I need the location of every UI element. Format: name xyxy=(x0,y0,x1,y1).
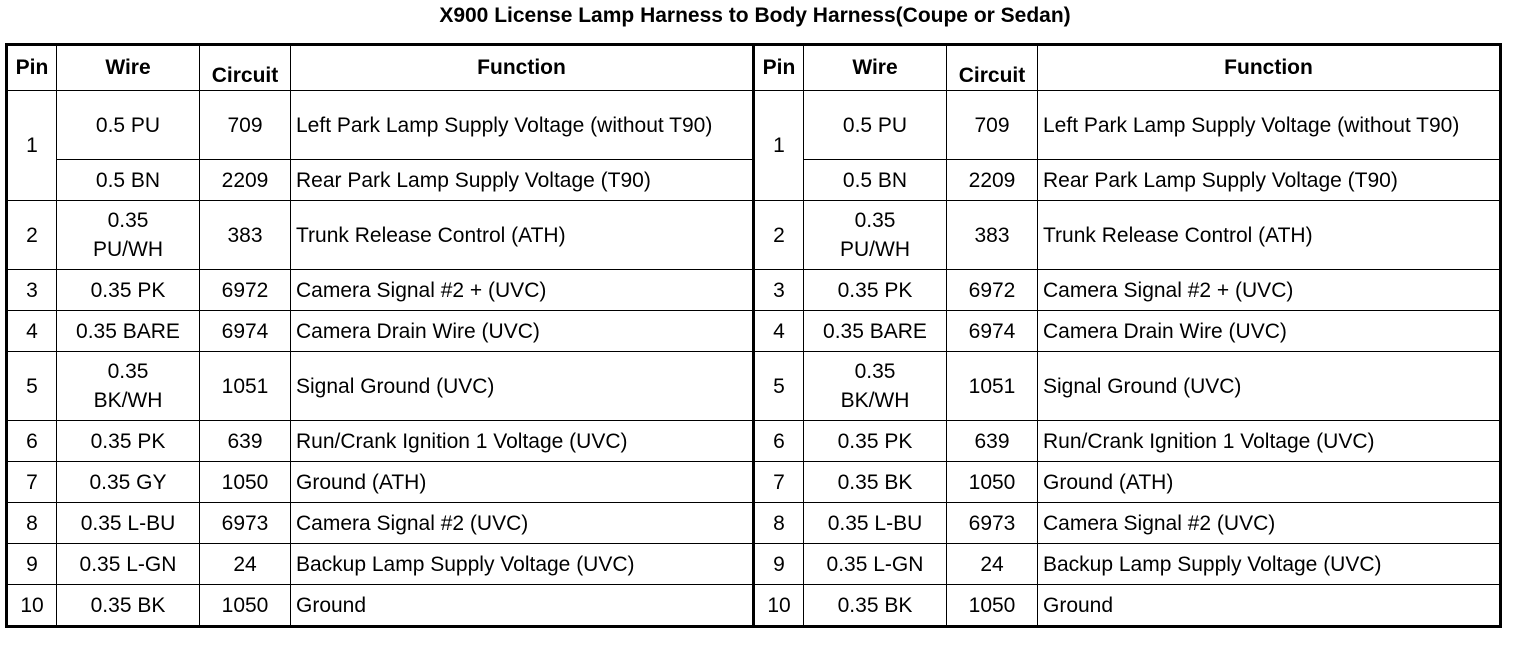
wire-cell: 0.35 PK xyxy=(804,421,947,462)
function-cell: Signal Ground (UVC) xyxy=(291,352,754,421)
table-row xyxy=(7,462,1501,503)
wire-cell: 0.35 BARE xyxy=(804,311,947,352)
header-pin: Pin xyxy=(754,45,804,91)
circuit-cell: 6974 xyxy=(947,311,1038,352)
wire-cell: 0.35 PK xyxy=(57,421,200,462)
pin-cell: 7 xyxy=(754,462,804,503)
wire-cell: 0.35 PK xyxy=(57,270,200,311)
circuit-cell: 6974 xyxy=(200,311,291,352)
circuit-cell: 709 xyxy=(200,91,291,160)
function-cell: Camera Signal #2 + (UVC) xyxy=(1038,270,1501,311)
wire-cell: 0.35 L-GN xyxy=(57,544,200,585)
pin-cell: 7 xyxy=(7,462,57,503)
circuit-cell: 1050 xyxy=(200,462,291,503)
table-row xyxy=(7,201,1501,270)
header-wire: Wire xyxy=(57,45,200,91)
function-cell: Ground xyxy=(291,585,754,627)
pin-cell: 3 xyxy=(7,270,57,311)
header-row xyxy=(7,45,1501,91)
circuit-cell: 639 xyxy=(200,421,291,462)
pin-cell: 3 xyxy=(754,270,804,311)
circuit-cell: 6972 xyxy=(947,270,1038,311)
pin-cell: 8 xyxy=(754,503,804,544)
function-cell: Left Park Lamp Supply Voltage (without T90) xyxy=(291,91,754,160)
pin-cell: 1 xyxy=(7,91,57,201)
wire-cell: 0.5 BN xyxy=(804,160,947,201)
function-cell: Signal Ground (UVC) xyxy=(1038,352,1501,421)
circuit-cell: 2209 xyxy=(947,160,1038,201)
pin-cell: 5 xyxy=(7,352,57,421)
wire-cell: 0.35 GY xyxy=(57,462,200,503)
circuit-cell: 1050 xyxy=(200,585,291,627)
wire-cell: 0.35 PU/WH xyxy=(804,201,947,270)
wire-cell: 0.35 BK xyxy=(804,462,947,503)
wire-cell: 0.35 BARE xyxy=(57,311,200,352)
circuit-cell: 2209 xyxy=(200,160,291,201)
function-cell: Trunk Release Control (ATH) xyxy=(291,201,754,270)
header-wire: Wire xyxy=(804,45,947,91)
header-pin: Pin xyxy=(7,45,57,91)
table-row xyxy=(7,421,1501,462)
pin-cell: 9 xyxy=(754,544,804,585)
pin-cell: 10 xyxy=(754,585,804,627)
pin-cell: 1 xyxy=(754,91,804,201)
wire-cell: 0.35 BK/WH xyxy=(57,352,200,421)
pin-cell: 5 xyxy=(754,352,804,421)
header-function: Function xyxy=(1038,45,1501,91)
wire-cell: 0.35 L-GN xyxy=(804,544,947,585)
circuit-cell: 1051 xyxy=(200,352,291,421)
function-cell: Trunk Release Control (ATH) xyxy=(1038,201,1501,270)
pin-cell: 2 xyxy=(7,201,57,270)
pin-cell: 6 xyxy=(7,421,57,462)
table-row xyxy=(7,352,1501,421)
wire-cell: 0.35 L-BU xyxy=(57,503,200,544)
function-cell: Backup Lamp Supply Voltage (UVC) xyxy=(291,544,754,585)
pin-cell: 4 xyxy=(754,311,804,352)
wire-cell: 0.35 BK xyxy=(804,585,947,627)
function-cell: Camera Drain Wire (UVC) xyxy=(1038,311,1501,352)
function-cell: Camera Signal #2 (UVC) xyxy=(291,503,754,544)
header-function: Function xyxy=(291,45,754,91)
circuit-cell: 709 xyxy=(947,91,1038,160)
pin-cell: 8 xyxy=(7,503,57,544)
function-cell: Ground (ATH) xyxy=(291,462,754,503)
table-row xyxy=(7,544,1501,585)
circuit-cell: 24 xyxy=(200,544,291,585)
function-cell: Run/Crank Ignition 1 Voltage (UVC) xyxy=(1038,421,1501,462)
wire-cell: 0.35 PK xyxy=(804,270,947,311)
circuit-cell: 1050 xyxy=(947,462,1038,503)
pin-cell: 4 xyxy=(7,311,57,352)
function-cell: Camera Signal #2 (UVC) xyxy=(1038,503,1501,544)
header-circuit: Circuit xyxy=(200,45,291,91)
table-row xyxy=(7,270,1501,311)
pin-cell: 9 xyxy=(7,544,57,585)
function-cell: Rear Park Lamp Supply Voltage (T90) xyxy=(1038,160,1501,201)
circuit-cell: 639 xyxy=(947,421,1038,462)
wire-cell: 0.35 BK xyxy=(57,585,200,627)
function-cell: Ground xyxy=(1038,585,1501,627)
circuit-cell: 383 xyxy=(947,201,1038,270)
circuit-cell: 24 xyxy=(947,544,1038,585)
connector-table xyxy=(5,43,1502,628)
table-row xyxy=(7,585,1501,627)
wire-cell: 0.35 PU/WH xyxy=(57,201,200,270)
circuit-cell: 1050 xyxy=(947,585,1038,627)
pin-cell: 10 xyxy=(7,585,57,627)
circuit-cell: 1051 xyxy=(947,352,1038,421)
pin-cell: 2 xyxy=(754,201,804,270)
function-cell: Left Park Lamp Supply Voltage (without T90) xyxy=(1038,91,1501,160)
function-cell: Ground (ATH) xyxy=(1038,462,1501,503)
table-row xyxy=(7,503,1501,544)
function-cell: Camera Signal #2 + (UVC) xyxy=(291,270,754,311)
circuit-cell: 6972 xyxy=(200,270,291,311)
circuit-cell: 6973 xyxy=(947,503,1038,544)
function-cell: Camera Drain Wire (UVC) xyxy=(291,311,754,352)
circuit-cell: 383 xyxy=(200,201,291,270)
circuit-cell: 6973 xyxy=(200,503,291,544)
header-circuit: Circuit xyxy=(947,45,1038,91)
table-row xyxy=(7,91,1501,160)
wire-cell: 0.35 L-BU xyxy=(804,503,947,544)
table-row xyxy=(7,311,1501,352)
page-title: X900 License Lamp Harness to Body Harness(Coupe or Sedan) xyxy=(439,4,1071,27)
wire-cell: 0.5 PU xyxy=(804,91,947,160)
function-cell: Rear Park Lamp Supply Voltage (T90) xyxy=(291,160,754,201)
wire-cell: 0.35 BK/WH xyxy=(804,352,947,421)
wire-cell: 0.5 PU xyxy=(57,91,200,160)
wire-cell: 0.5 BN xyxy=(57,160,200,201)
pin-cell: 6 xyxy=(754,421,804,462)
function-cell: Run/Crank Ignition 1 Voltage (UVC) xyxy=(291,421,754,462)
function-cell: Backup Lamp Supply Voltage (UVC) xyxy=(1038,544,1501,585)
